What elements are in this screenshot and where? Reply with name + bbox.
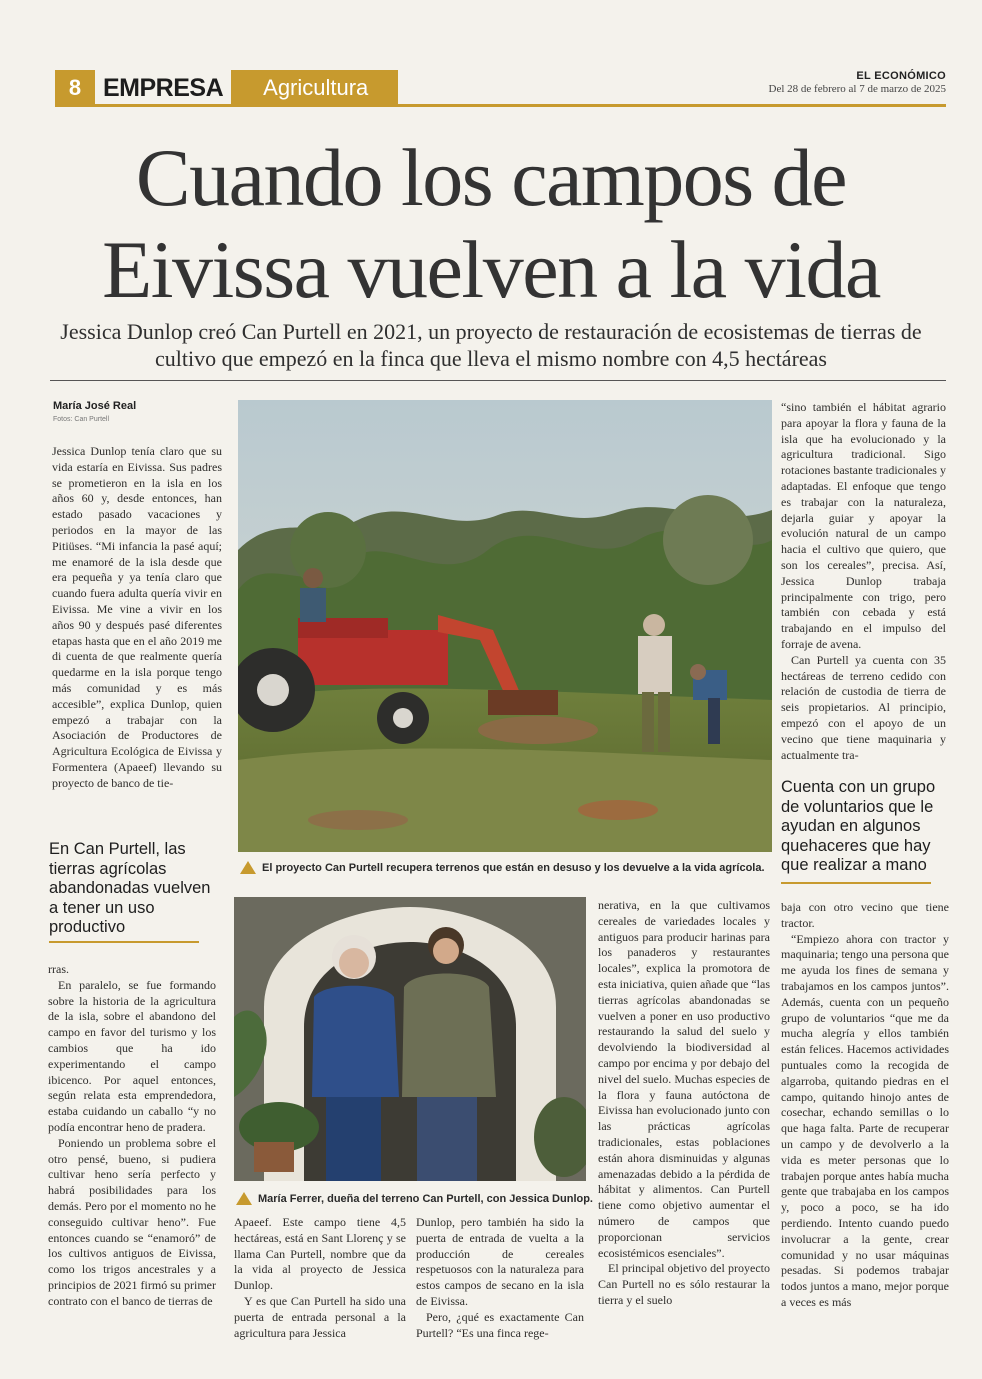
paragraph: En paralelo, se fue formando sobre la historia de la agricultura de la isla, sobre el abandono del campo en favor del turismo y los cambios que ha ido experimentando el campo ibicenco. Por aquel entonces, según relata esta emprendedora, estaba cuidando un caballo “y no podía encontrar heno de pradera. [48,977,216,1134]
column-2-bottom [234,1215,406,1341]
tractor-field-photo [238,400,772,852]
portrait-photo [234,897,586,1181]
paragraph: rras. [48,962,69,976]
caption-text: María Ferrer, dueña del terreno Can Purtell, con Jessica Dunlop. [258,1192,593,1205]
pull-quote-2: Cuenta con un grupo de voluntarios que le ayudan en algunos quehaceres que hay que realizar a mano [781,778,936,874]
column-4-bottom [598,898,770,1309]
photo-credit: Fotos: Can Purtell [53,416,110,423]
section-header [55,70,398,106]
byline: María José Real [53,400,137,412]
issue-dates: Del 28 de febrero al 7 de marzo de 2025 [768,83,946,95]
paragraph: “sino también el hábitat agrario para apoyar la flora y fauna de la isla que ha evolucionado y la agricultura tradicional. Sigo rotaciones bastante tradicionales y adaptadas. El enfoque que tengo es trabajar con la naturaleza, dejarla guiar y apoyar la evolución natural de un campo hacia el cultivo que quiero, que son los cereales”, precisa. Así, Jessica Dunlop trabaja principalmente con trigo, pero también con cebada y está trabajando en el impulso del forraje de avena. [781,400,946,651]
paragraph: “Empiezo ahora con tractor y maquinaria; tengo una persona que me ayuda los fines de semana y trabajamos en los campos juntos”. Además, cuenta con un pequeño grupo de voluntarios “que me da mucha alegría y ellos también están felices. Hacemos actividades puntuales como la recogida de algarroba, quitando piedras en el campo, quitando hinojo antes de cosechar, echando semillas o lo que haga falta. Parte de recuperar un campo y de devolverlo a la vida es meter personas que lo trabajen porque antes había mucha gente que trabajaba en los campos y, poco a poco, se ha ido perdiendo. Intento cuando puedo involucrar a la gente, crear comunidad y no usar máquinas pesadas. Si podemos trabajar todos juntos a mano, mejor porque a veces es más [781,931,949,1309]
masthead [769,70,946,95]
caption-triangle-icon [240,861,256,874]
paragraph: El principal objetivo del proyecto Can Purtell no es sólo restaurar la tierra y el suelo [598,1261,770,1307]
headline-line-2: Eivissa vuelven a la vida [102,224,880,315]
section-name: EMPRESA [103,73,224,102]
column-5-top [781,400,946,763]
photo-1-caption [240,861,765,874]
paragraph: Poniendo un problema sobre el otro pensé, bueno, si pudiera cultivar heno sería perfecto y habrá posibilidades para los demás. Pero por el momento no he conseguido cultivar heno”. Fue entonces cuando se “enamoró” de los cultivos antiguos de Eivissa, como los trigos ancestrales y a principios de 2021 firmó su primer contrato con el banco de tierras de [48,1135,216,1308]
subsection-name: Agricultura [231,70,398,106]
pull-quote-rule [781,882,931,884]
caption-triangle-icon [236,1192,252,1205]
headline-line-1: Cuando los campos de [135,132,847,223]
pull-quote-1: En Can Purtell, las tierras agrícolas abandonadas vuelven a tener un uso productivo [49,840,211,936]
publication-name: EL ECONÓMICO [856,70,946,82]
header-rule [55,104,946,107]
column-1-top [52,444,222,792]
title-rule [50,380,946,381]
column-1-bottom [48,962,216,1310]
photo-2-caption [236,1192,593,1205]
paragraph: Apaeef. Este campo tiene 4,5 hectáreas, está en Sant Llorenç y se llama Can Purtell, nombre que da la vida al proyecto de Jessica Dunlop. [234,1215,406,1293]
tractor-field-illustration [238,400,772,852]
subheadline: Jessica Dunlop creó Can Purtell en 2021, un proyecto de restauración de ecosistemas de tierras de cultivo que empezó en la finca que lleva el mismo nombre con 4,5 hectáreas [60,319,922,371]
column-3-bottom [416,1215,584,1341]
column-5-bottom [781,900,949,1311]
paragraph: Pero, ¿qué es exactamente Can Purtell? “Es una finca rege- [416,1309,584,1340]
headline [40,132,942,316]
paragraph: Dunlop, pero también ha sido la puerta de entrada de vuelta a la producción de cereales respetuosos con la naturaleza para estos campos de secano en la isla de Eivissa. [416,1215,584,1308]
paragraph: nerativa, en la que cultivamos cereales de variedades locales y antiguos para producir harinas para los panaderos y restaurantes locales”, explica la promotora de esta iniciativa, quien añade que “las tierras agrícolas abandonadas se vuelven a poner en uso productivo restaurando la salud del suelo y devolviendo la biodiversidad al campo por encima y por debajo del nivel del suelo. Muchas especies de la flora y fauna autóctona de Eivissa han evolucionado junto con las prácticas agrícolas tradicionales, estas poblaciones están ahora disminuidas y algunas amenazadas debido a la pérdida de hábitat y alimentos. Can Purtell tiene como objetivo aumentar el número de campos que proporcionan servicios ecosistémicos esenciales”. [598,898,770,1260]
paragraph: Can Purtell ya cuenta con 35 hectáreas de terreno cedido con relación de custodia de tierra de seis propietarios. Al principio, empezó con el apoyo de un vecino que tiene maquinaria y actualmente tra- [781,652,946,762]
paragraph: Jessica Dunlop tenía claro que su vida estaría en Eivissa. Sus padres se prometieron en la isla en los años 60 y, desde entonces, han estado pasado vacaciones y periodos en la mayor de las Pitiüses. “Mi infancia la pasé aquí; me enamoré de la isla desde que era pequeña y ya tenía claro que cuando fuera adulta quería vivir en Eivissa. Me vine a vivir en los años 90 y después pasé diferentes etapas hasta que en el año 2019 me di cuenta de que realmente quería quedarme en la isla porque tengo más comunidad y es más accesible”, explica Dunlop, quien empezó a trabajar con la Asociación de Productores de Agricultura Ecológica de Eivissa y Formentera (Apaeef) llevando su proyecto de banco de tie- [52,444,222,790]
paragraph: Y es que Can Purtell ha sido una puerta de entrada personal a la agricultura para Jessica [234,1293,406,1340]
caption-text: El proyecto Can Purtell recupera terrenos que están en desuso y los devuelve a la vida agrícola. [262,861,765,874]
pull-quote-rule [49,941,199,943]
portrait-illustration [234,897,586,1181]
paragraph: baja con otro vecino que tiene tractor. [781,900,949,930]
page-number: 8 [55,70,95,106]
